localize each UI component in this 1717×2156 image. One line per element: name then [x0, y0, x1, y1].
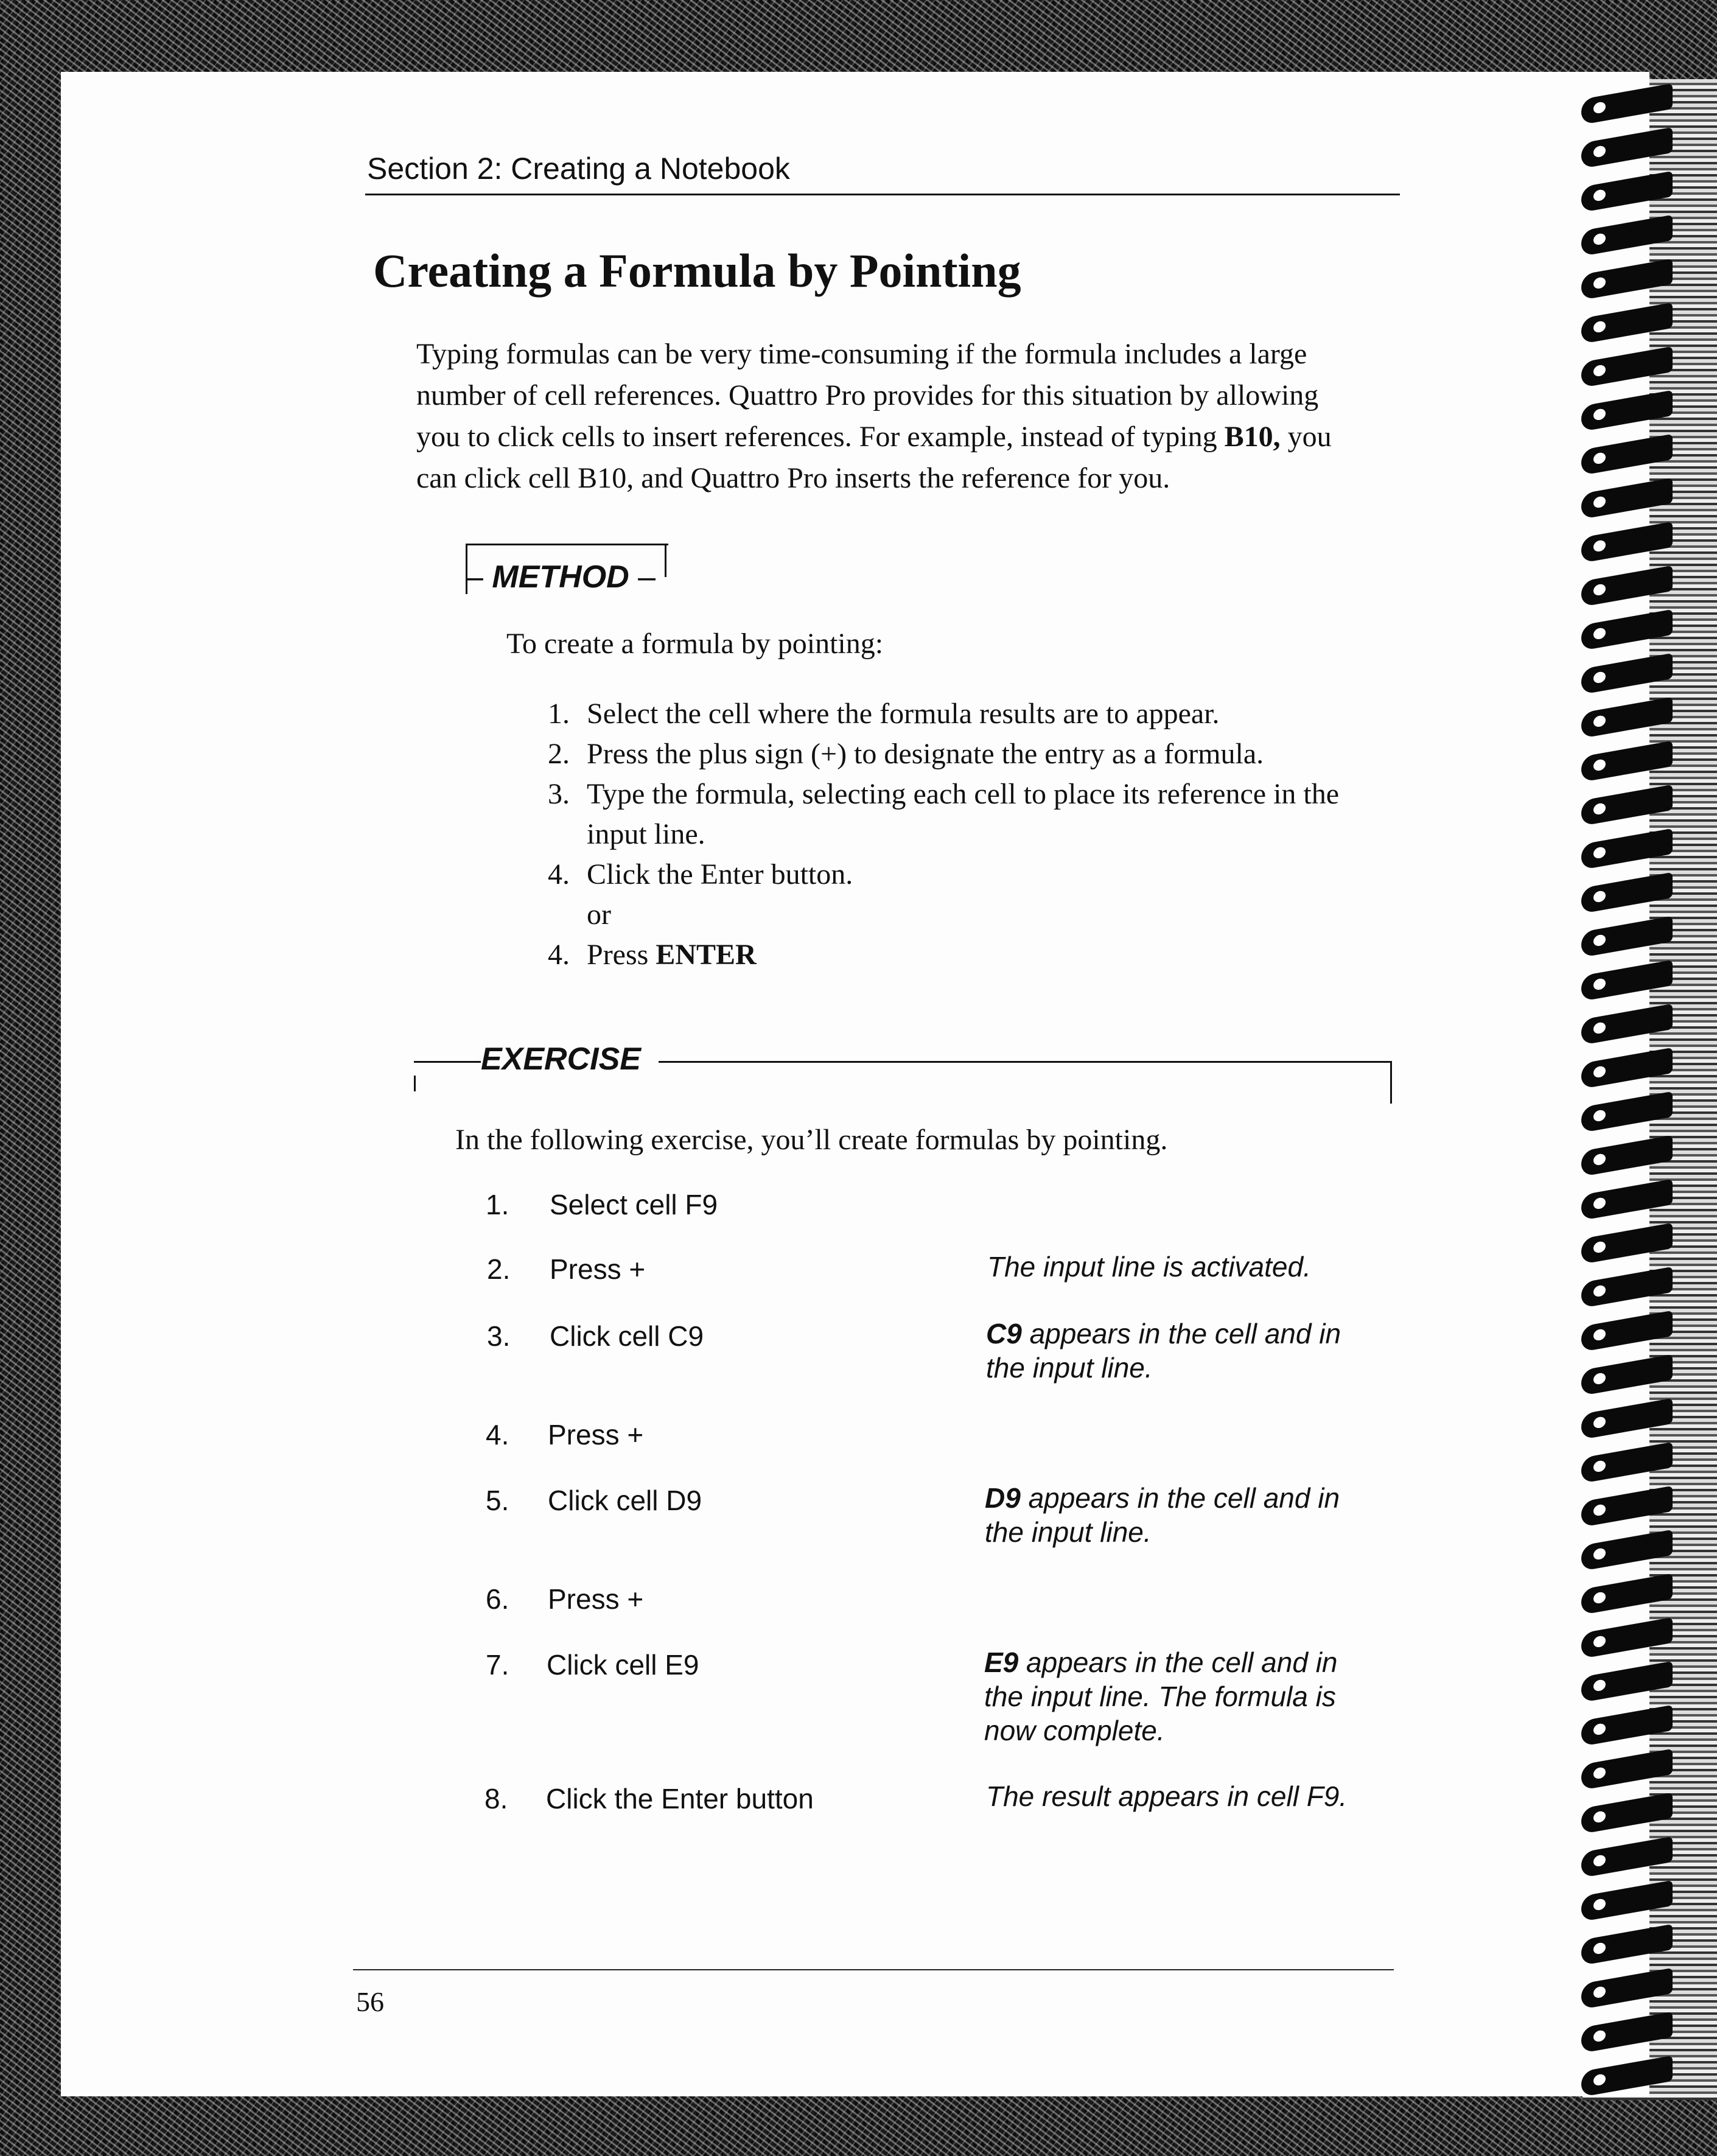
- result-text: appears in the cell and in: [1018, 1647, 1338, 1678]
- exercise-step-number: 3.: [487, 1320, 511, 1352]
- exercise-step-action: Select cell F9: [550, 1189, 718, 1220]
- exercise-rule-right: [659, 1061, 1392, 1063]
- exercise-step-action: Press +: [548, 1583, 644, 1615]
- result-text: the input line. The formula is: [984, 1681, 1336, 1712]
- result-cell-ref: E9: [984, 1647, 1019, 1678]
- method-step-number: 4.: [548, 939, 570, 971]
- method-step-or: [548, 895, 1339, 935]
- result-text: the input line.: [986, 1352, 1153, 1384]
- exercise-step-action: Press +: [548, 1419, 644, 1451]
- result-text: appears in the cell and in: [1020, 1482, 1340, 1514]
- method-label-text: METHOD: [492, 559, 629, 595]
- method-step: [548, 855, 1339, 895]
- method-step-text: Press: [587, 939, 656, 971]
- exercise-step-result: The result appears in cell F9.: [986, 1780, 1348, 1812]
- intro-line-4: can click cell B10, and Quattro Pro inserts the reference for you.: [416, 462, 1170, 494]
- method-step-text: or: [587, 898, 611, 931]
- method-step: [548, 734, 1339, 774]
- exercise-step-action: Click cell C9: [550, 1320, 704, 1352]
- intro-line-2: number of cell references. Quattro Pro provides for this situation by allowing: [416, 379, 1319, 411]
- method-box-right-edge: [665, 544, 666, 577]
- method-steps: [548, 694, 1339, 975]
- intro-line-1: Typing formulas can be very time-consuming if the formula includes a large: [416, 338, 1307, 370]
- method-step-number: 3.: [548, 778, 570, 810]
- footer-rule: [353, 1969, 1394, 1970]
- method-step-number: 2.: [548, 738, 570, 770]
- exercise-step-number: 4.: [486, 1419, 509, 1451]
- exercise-rule-left: [414, 1061, 481, 1063]
- intro-line-3-tail: you: [1280, 421, 1332, 453]
- exercise-box-left-edge: [414, 1076, 416, 1091]
- exercise-step-action: Click cell E9: [547, 1649, 699, 1681]
- method-step-text: Type the formula, selecting each cell to place its reference in the: [587, 778, 1340, 810]
- method-step-number: 4.: [548, 858, 570, 891]
- method-step-number: 1.: [548, 698, 570, 730]
- exercise-step-number: 5.: [486, 1485, 509, 1516]
- page-number: 56: [356, 1986, 384, 2017]
- method-label: – METHOD –: [466, 559, 656, 595]
- method-step-text: Click the Enter button.: [587, 858, 853, 891]
- intro-line-3: [416, 416, 1415, 458]
- method-step: [548, 774, 1339, 814]
- exercise-step-action: Click cell D9: [548, 1485, 702, 1516]
- enter-key: ENTER: [656, 939, 757, 971]
- page-title: Creating a Formula by Pointing: [373, 244, 1021, 297]
- exercise-box-right-edge: [1390, 1061, 1392, 1104]
- exercise-step-result: The input line is activated.: [987, 1251, 1311, 1283]
- exercise-step-number: 6.: [486, 1583, 509, 1615]
- exercise-step-action: Press +: [550, 1253, 646, 1285]
- method-step-text: Select the cell where the formula results are to appear.: [587, 698, 1220, 730]
- intro-bold-ref: B10,: [1224, 421, 1281, 453]
- section-header: Section 2: Creating a Notebook: [367, 152, 790, 186]
- intro-line-3-text: you to click cells to insert references. For example, instead of typing: [416, 421, 1225, 453]
- result-text: the input line.: [985, 1516, 1152, 1548]
- result-cell-ref: C9: [986, 1318, 1022, 1349]
- result-text: now complete.: [984, 1715, 1165, 1746]
- exercise-step-number: 1.: [486, 1189, 509, 1220]
- method-intro: To create a formula by pointing:: [506, 628, 884, 660]
- exercise-intro: In the following exercise, you’ll create formulas by pointing.: [455, 1124, 1168, 1156]
- exercise-step-result: [984, 1645, 1338, 1748]
- result-cell-ref: D9: [985, 1482, 1021, 1514]
- method-step: [548, 694, 1339, 734]
- exercise-label: EXERCISE: [481, 1041, 641, 1077]
- exercise-step-number: 7.: [486, 1649, 509, 1681]
- header-rule: [365, 194, 1400, 195]
- exercise-step-number: 8.: [484, 1783, 508, 1815]
- exercise-step-result: [985, 1481, 1340, 1549]
- result-text: appears in the cell and in: [1021, 1318, 1341, 1349]
- exercise-step-action: Click the Enter button: [546, 1783, 814, 1815]
- exercise-step-number: 2.: [487, 1253, 511, 1285]
- method-step-text: Press the plus sign (+) to designate the entry as a formula.: [587, 738, 1264, 770]
- exercise-step-result: [986, 1317, 1341, 1385]
- method-step: [548, 935, 1339, 975]
- method-step-continuation: input line.: [587, 818, 705, 850]
- intro-paragraph: [416, 334, 1415, 499]
